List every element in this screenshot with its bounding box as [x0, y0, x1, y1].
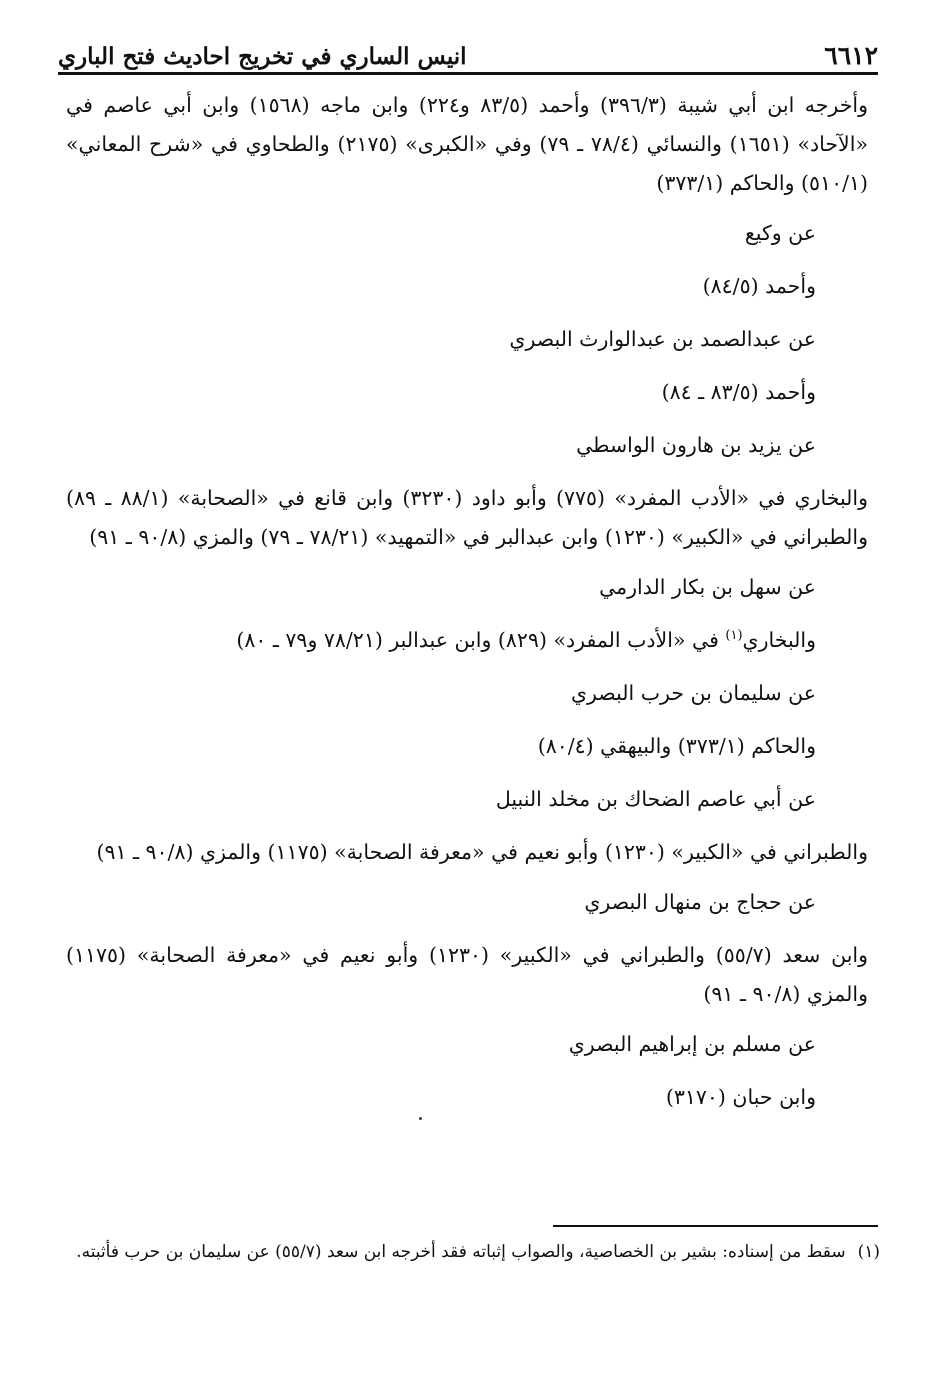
narrator-line: عن مسلم بن إبراهيم البصري [568, 1032, 816, 1056]
takhrij-paragraph: والبخاري في «الأدب المفرد» (٧٧٥) وأبو داود (٣٢٣٠) وابن قانع في «الصحابة» (٨٨/١ ـ ٨٩) والطبراني في «الكبير» (١٢٣٠) وابن عبدالبر في «التمهيد» (٧٨/٢١ ـ ٧٩) والمزي (٩٠/٨ ـ ٩١) [66, 486, 868, 549]
narrator-line: عن وكيع [744, 221, 816, 245]
narrator-line: عن حجاج بن منهال البصري [584, 890, 816, 914]
footnote-marker: (١) [857, 1242, 880, 1262]
source-line: وأحمد (٨٤/٥) [702, 274, 816, 298]
source-line: وأحمد (٨٣/٥ ـ ٨٤) [661, 380, 816, 404]
print-speck [419, 1117, 422, 1120]
footnote-text: سقط من إسناده: بشير بن الخصاصية، والصواب إثباته فقد أخرجه ابن سعد (٥٥/٧) عن سليمان بن حرب فأثبته. [76, 1242, 846, 1262]
takhrij-paragraph: والطبراني في «الكبير» (١٢٣٠) وأبو نعيم في «معرفة الصحابة» (١١٧٥) والمزي (٩٠/٨ ـ ٩١) [96, 840, 868, 864]
source-line: والحاكم (٣٧٣/١) والبيهقي (٨٠/٤) [537, 734, 816, 758]
source-line: وابن حبان (٣١٧٠) [665, 1085, 816, 1109]
page-header [58, 30, 878, 75]
narrator-line: عن أبي عاصم الضحاك بن مخلد النبيل [495, 787, 816, 811]
source-line-with-footnote [66, 621, 868, 660]
footnote-reference[interactable]: (١) [725, 628, 743, 644]
footnote [68, 1236, 880, 1268]
footnote-divider [553, 1225, 878, 1227]
takhrij-paragraph: وأخرجه ابن أبي شيبة (٣٩٦/٣) وأحمد (٨٣/٥ و٢٢٤) وابن ماجه (١٥٦٨) وابن أبي عاصم في «الآحاد» (١٦٥١) والنسائي (٧٨/٤ ـ ٧٩) وفي «الكبرى» (٢١٧٥) والطحاوي في «شرح المعاني» (٥١٠/١) والحاكم (٣٧٣/١) [66, 93, 869, 195]
narrator-line: عن سهل بن بكار الدارمي [599, 575, 816, 599]
narrator-line: عن سليمان بن حرب البصري [570, 681, 816, 705]
source-text-after: في «الأدب المفرد» (٨٢٩) وابن عبدالبر (٧٨/٢١ و٧٩ ـ ٨٠) [236, 628, 726, 652]
narrator-line: عن عبدالصمد بن عبدالوارث البصري [509, 327, 816, 351]
page-number: ٦٦١٢ [824, 41, 878, 70]
takhrij-paragraph: وابن سعد (٥٥/٧) والطبراني في «الكبير» (١٢٣٠) وأبو نعيم في «معرفة الصحابة» (١١٧٥) والمزي (٩٠/٨ ـ ٩١) [66, 943, 869, 1006]
narrator-line: عن يزيد بن هارون الواسطي [576, 433, 816, 457]
main-text [66, 86, 868, 1131]
source-text-before: والبخاري [742, 628, 816, 652]
running-title: انيس الساري في تخريج احاديث فتح الباري [58, 43, 467, 70]
